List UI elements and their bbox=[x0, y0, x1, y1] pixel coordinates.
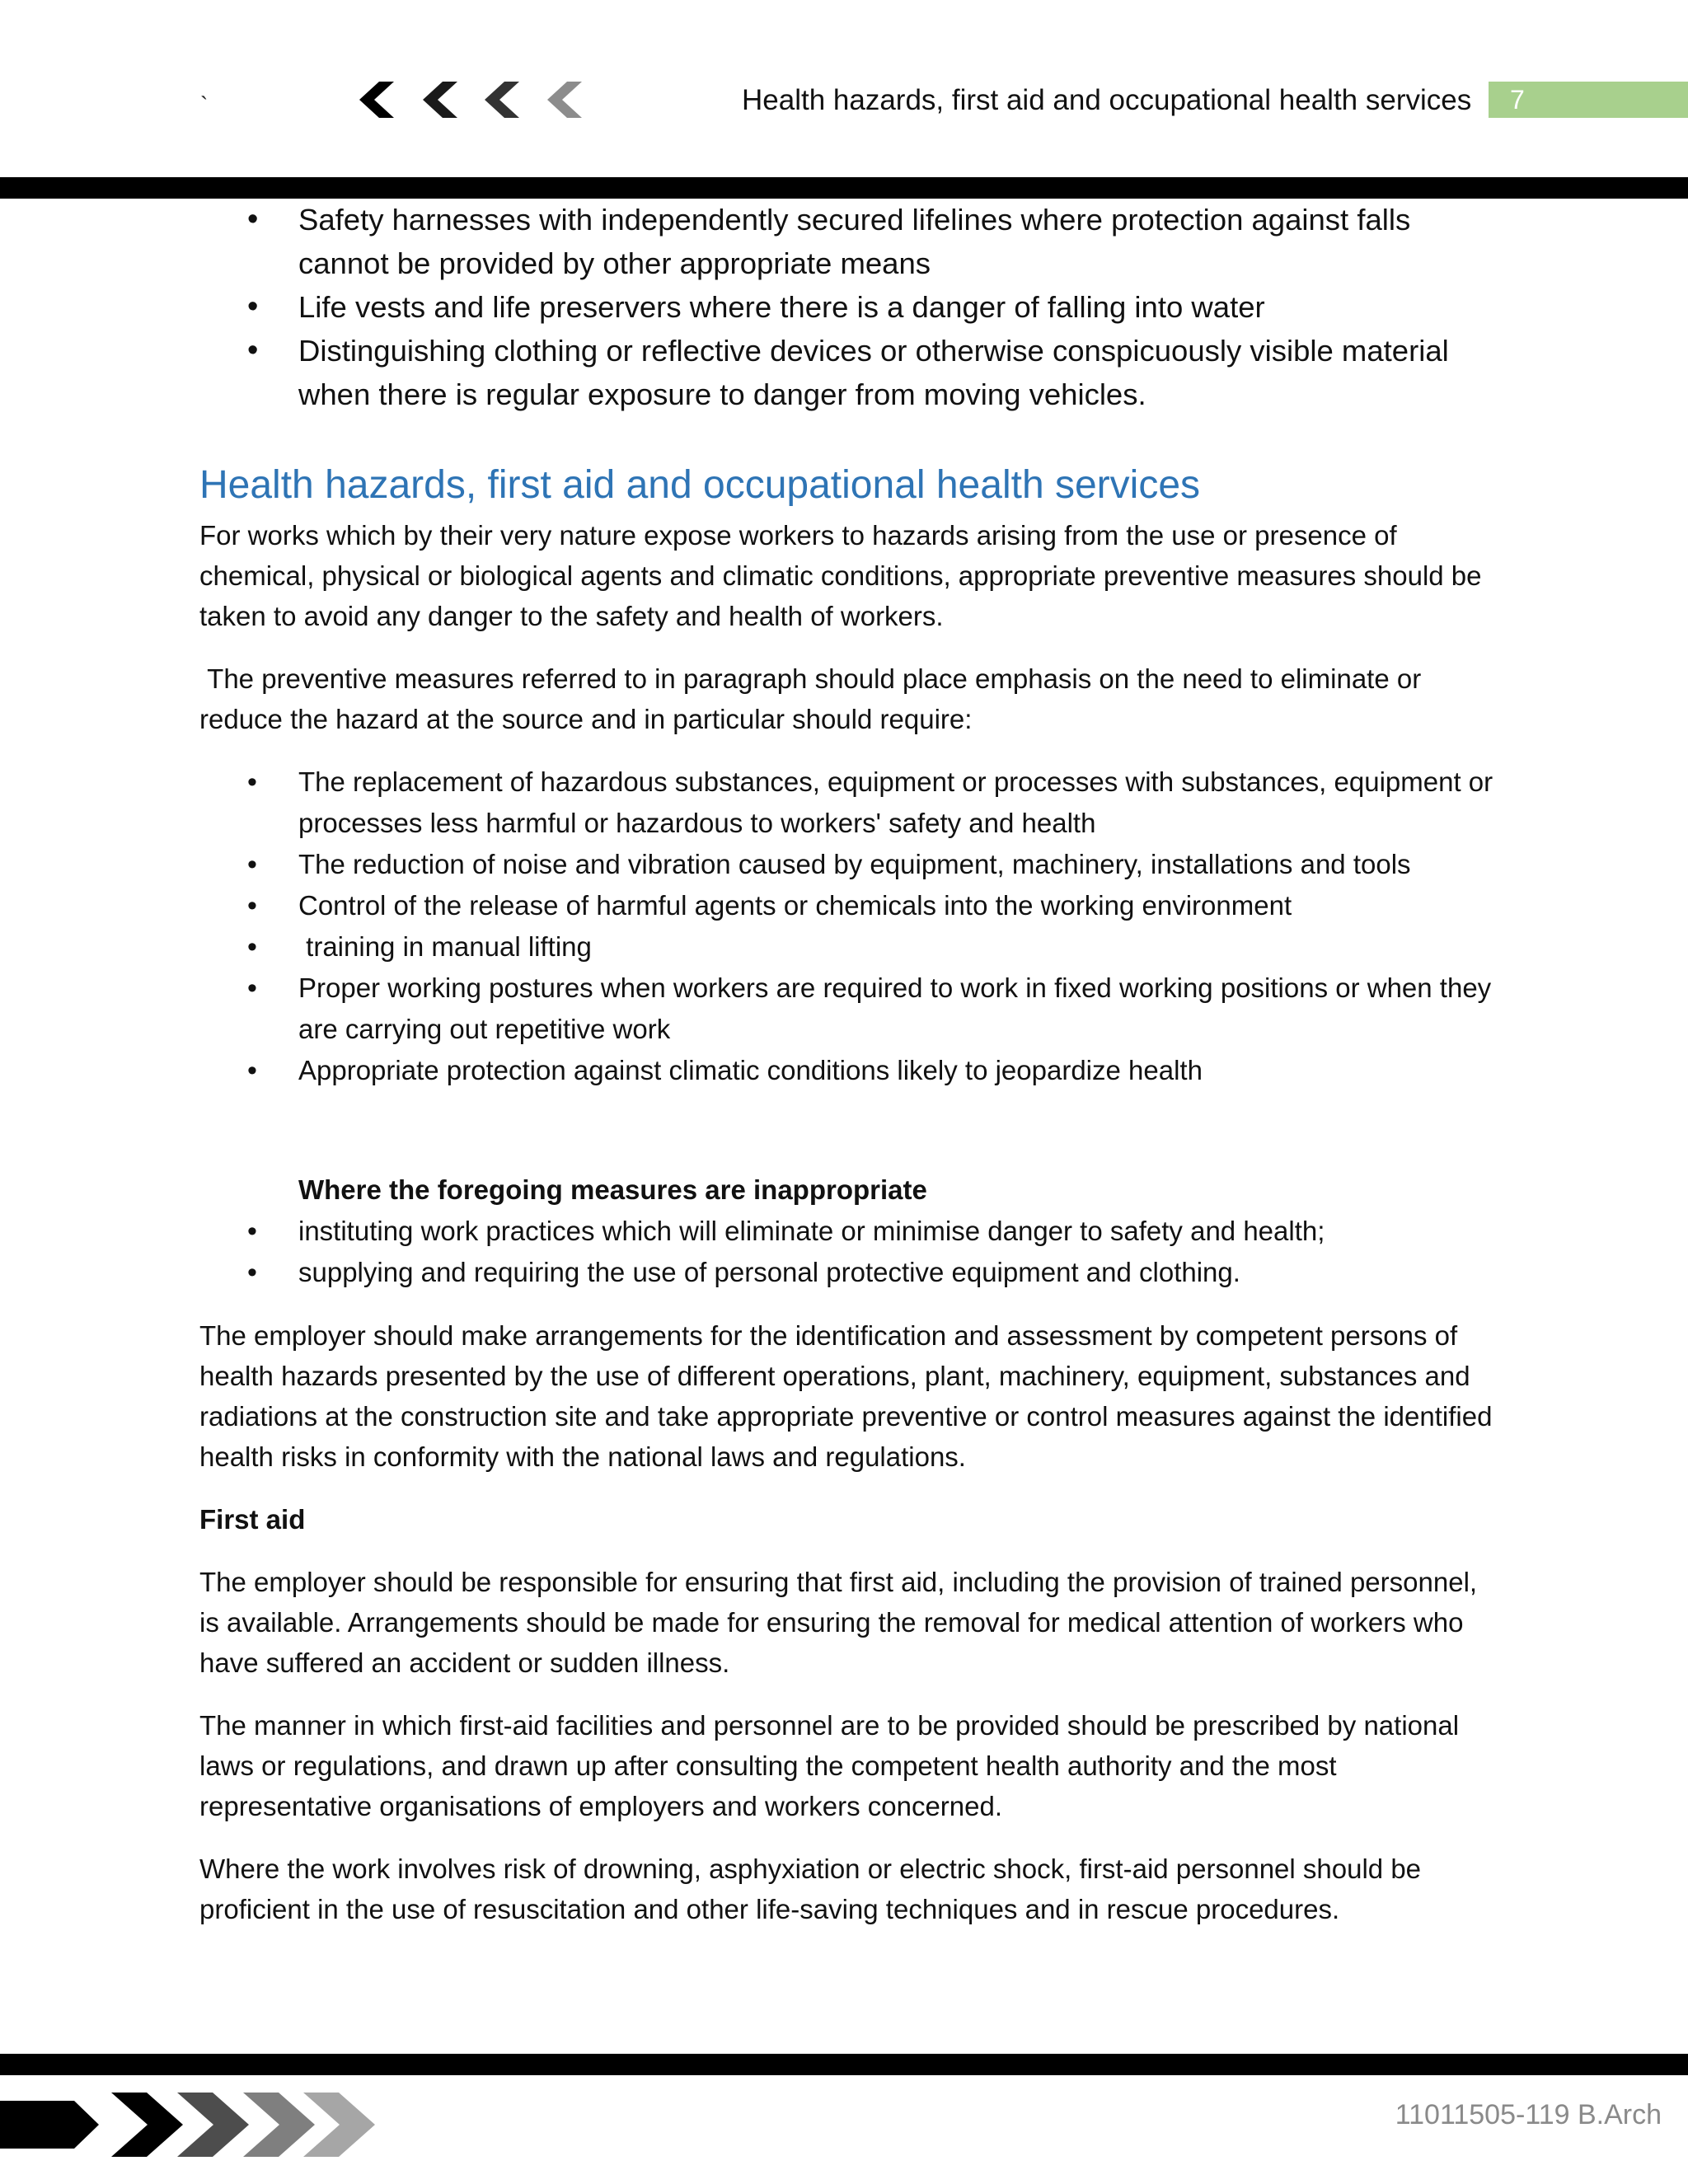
page-number-badge bbox=[1489, 82, 1688, 118]
header-tick-mark: ` bbox=[200, 92, 209, 118]
first-aid-paragraph: The employer should be responsible for ensuring that first aid, including the provision of trained personnel, is available. Arrangements should be made for ensuring the removal for medical attention of workers who have suffered an accident or sudden illness. bbox=[199, 1567, 1478, 1678]
footer-arrow-block-icon bbox=[0, 2101, 99, 2149]
first-aid-heading-text: First aid bbox=[199, 1504, 306, 1535]
list-item: • The replacement of hazardous substances, equipment or processes with substances, equipment or processes less harmful or hazardous to workers' safety and health bbox=[199, 762, 1493, 844]
first-aid-paragraph: The manner in which first-aid facilities and personnel are to be provided should be prescribed by national laws or regulations, and drawn up after consulting the competent health authority and the most representative organisations of employers and workers concerned. bbox=[199, 1710, 1460, 1821]
list-item: • training in manual lifting bbox=[199, 926, 1493, 968]
footer-chevrons-icon bbox=[0, 2089, 379, 2160]
list-item: • Safety harnesses with independently secured lifelines where protection against falls cannot be provided by other appropriate means bbox=[199, 198, 1493, 285]
footer-document-id: 11011505-119 B.Arch bbox=[1395, 2099, 1662, 2130]
section-paragraph: The preventive measures referred to in paragraph should place emphasis on the need to eliminate or reduce the hazard at the source and in particular should require: bbox=[199, 663, 1429, 734]
footer-rule bbox=[0, 2054, 1688, 2075]
list-item: • Appropriate protection against climatic conditions likely to jeopardize health bbox=[199, 1050, 1493, 1091]
chevron-left-icon bbox=[485, 82, 519, 118]
header-rule bbox=[0, 177, 1688, 199]
list-item: • Proper working postures when workers are required to work in fixed working positions or when they are carrying out repetitive work bbox=[199, 968, 1493, 1050]
measures-list bbox=[199, 762, 1493, 1091]
section-paragraph: For works which by their very nature expose workers to hazards arising from the use or presence of chemical, physical or biological agents and climatic conditions, appropriate preventive measures should be taken to avoid any danger to the safety and health of workers. bbox=[199, 520, 1482, 631]
list-item: • Control of the release of harmful agents or chemicals into the working environment bbox=[199, 885, 1493, 926]
inappropriate-list bbox=[199, 1211, 1493, 1293]
chevron-left-icon bbox=[423, 82, 457, 118]
chevron-left-icon bbox=[547, 82, 582, 118]
first-aid-paragraph: Where the work involves risk of drowning, asphyxiation or electric shock, first-aid personnel should be proficient in the use of resuscitation and other life-saving techniques and in rescue procedures. bbox=[199, 1854, 1422, 1924]
chevron-right-icon bbox=[111, 2093, 183, 2157]
list-item: • Distinguishing clothing or reflective devices or otherwise conspicuously visible material when there is regular exposure to danger from moving vehicles. bbox=[199, 329, 1493, 416]
page-content bbox=[199, 198, 1493, 1929]
first-aid-heading bbox=[199, 1499, 1493, 1540]
header-chevrons-icon bbox=[354, 78, 593, 121]
top-bullet-list bbox=[199, 198, 1493, 416]
chevron-right-icon bbox=[243, 2093, 315, 2157]
list-item: • supplying and requiring the use of personal protective equipment and clothing. bbox=[199, 1252, 1493, 1293]
chevron-left-icon bbox=[359, 82, 394, 118]
list-item: • The reduction of noise and vibration caused by equipment, machinery, installations and tools bbox=[199, 844, 1493, 885]
inappropriate-heading: Where the foregoing measures are inappropriate bbox=[298, 1174, 927, 1205]
section-paragraph: The employer should make arrangements for the identification and assessment by competent persons of health hazards presented by the use of different operations, plant, machinery, equipment, substances and radiations at the construction site and take appropriate preventive or control measures against the identified health risks in conformity with the national laws and regulations. bbox=[199, 1320, 1493, 1472]
page-number: 7 bbox=[1510, 85, 1525, 115]
list-item: • instituting work practices which will eliminate or minimise danger to safety and health; bbox=[199, 1211, 1493, 1252]
header-title: Health hazards, first aid and occupational health services bbox=[742, 84, 1472, 116]
chevron-right-icon bbox=[177, 2093, 249, 2157]
list-item: • Life vests and life preservers where there is a danger of falling into water bbox=[199, 285, 1493, 329]
section-heading: Health hazards, first aid and occupational health services bbox=[199, 463, 1201, 507]
